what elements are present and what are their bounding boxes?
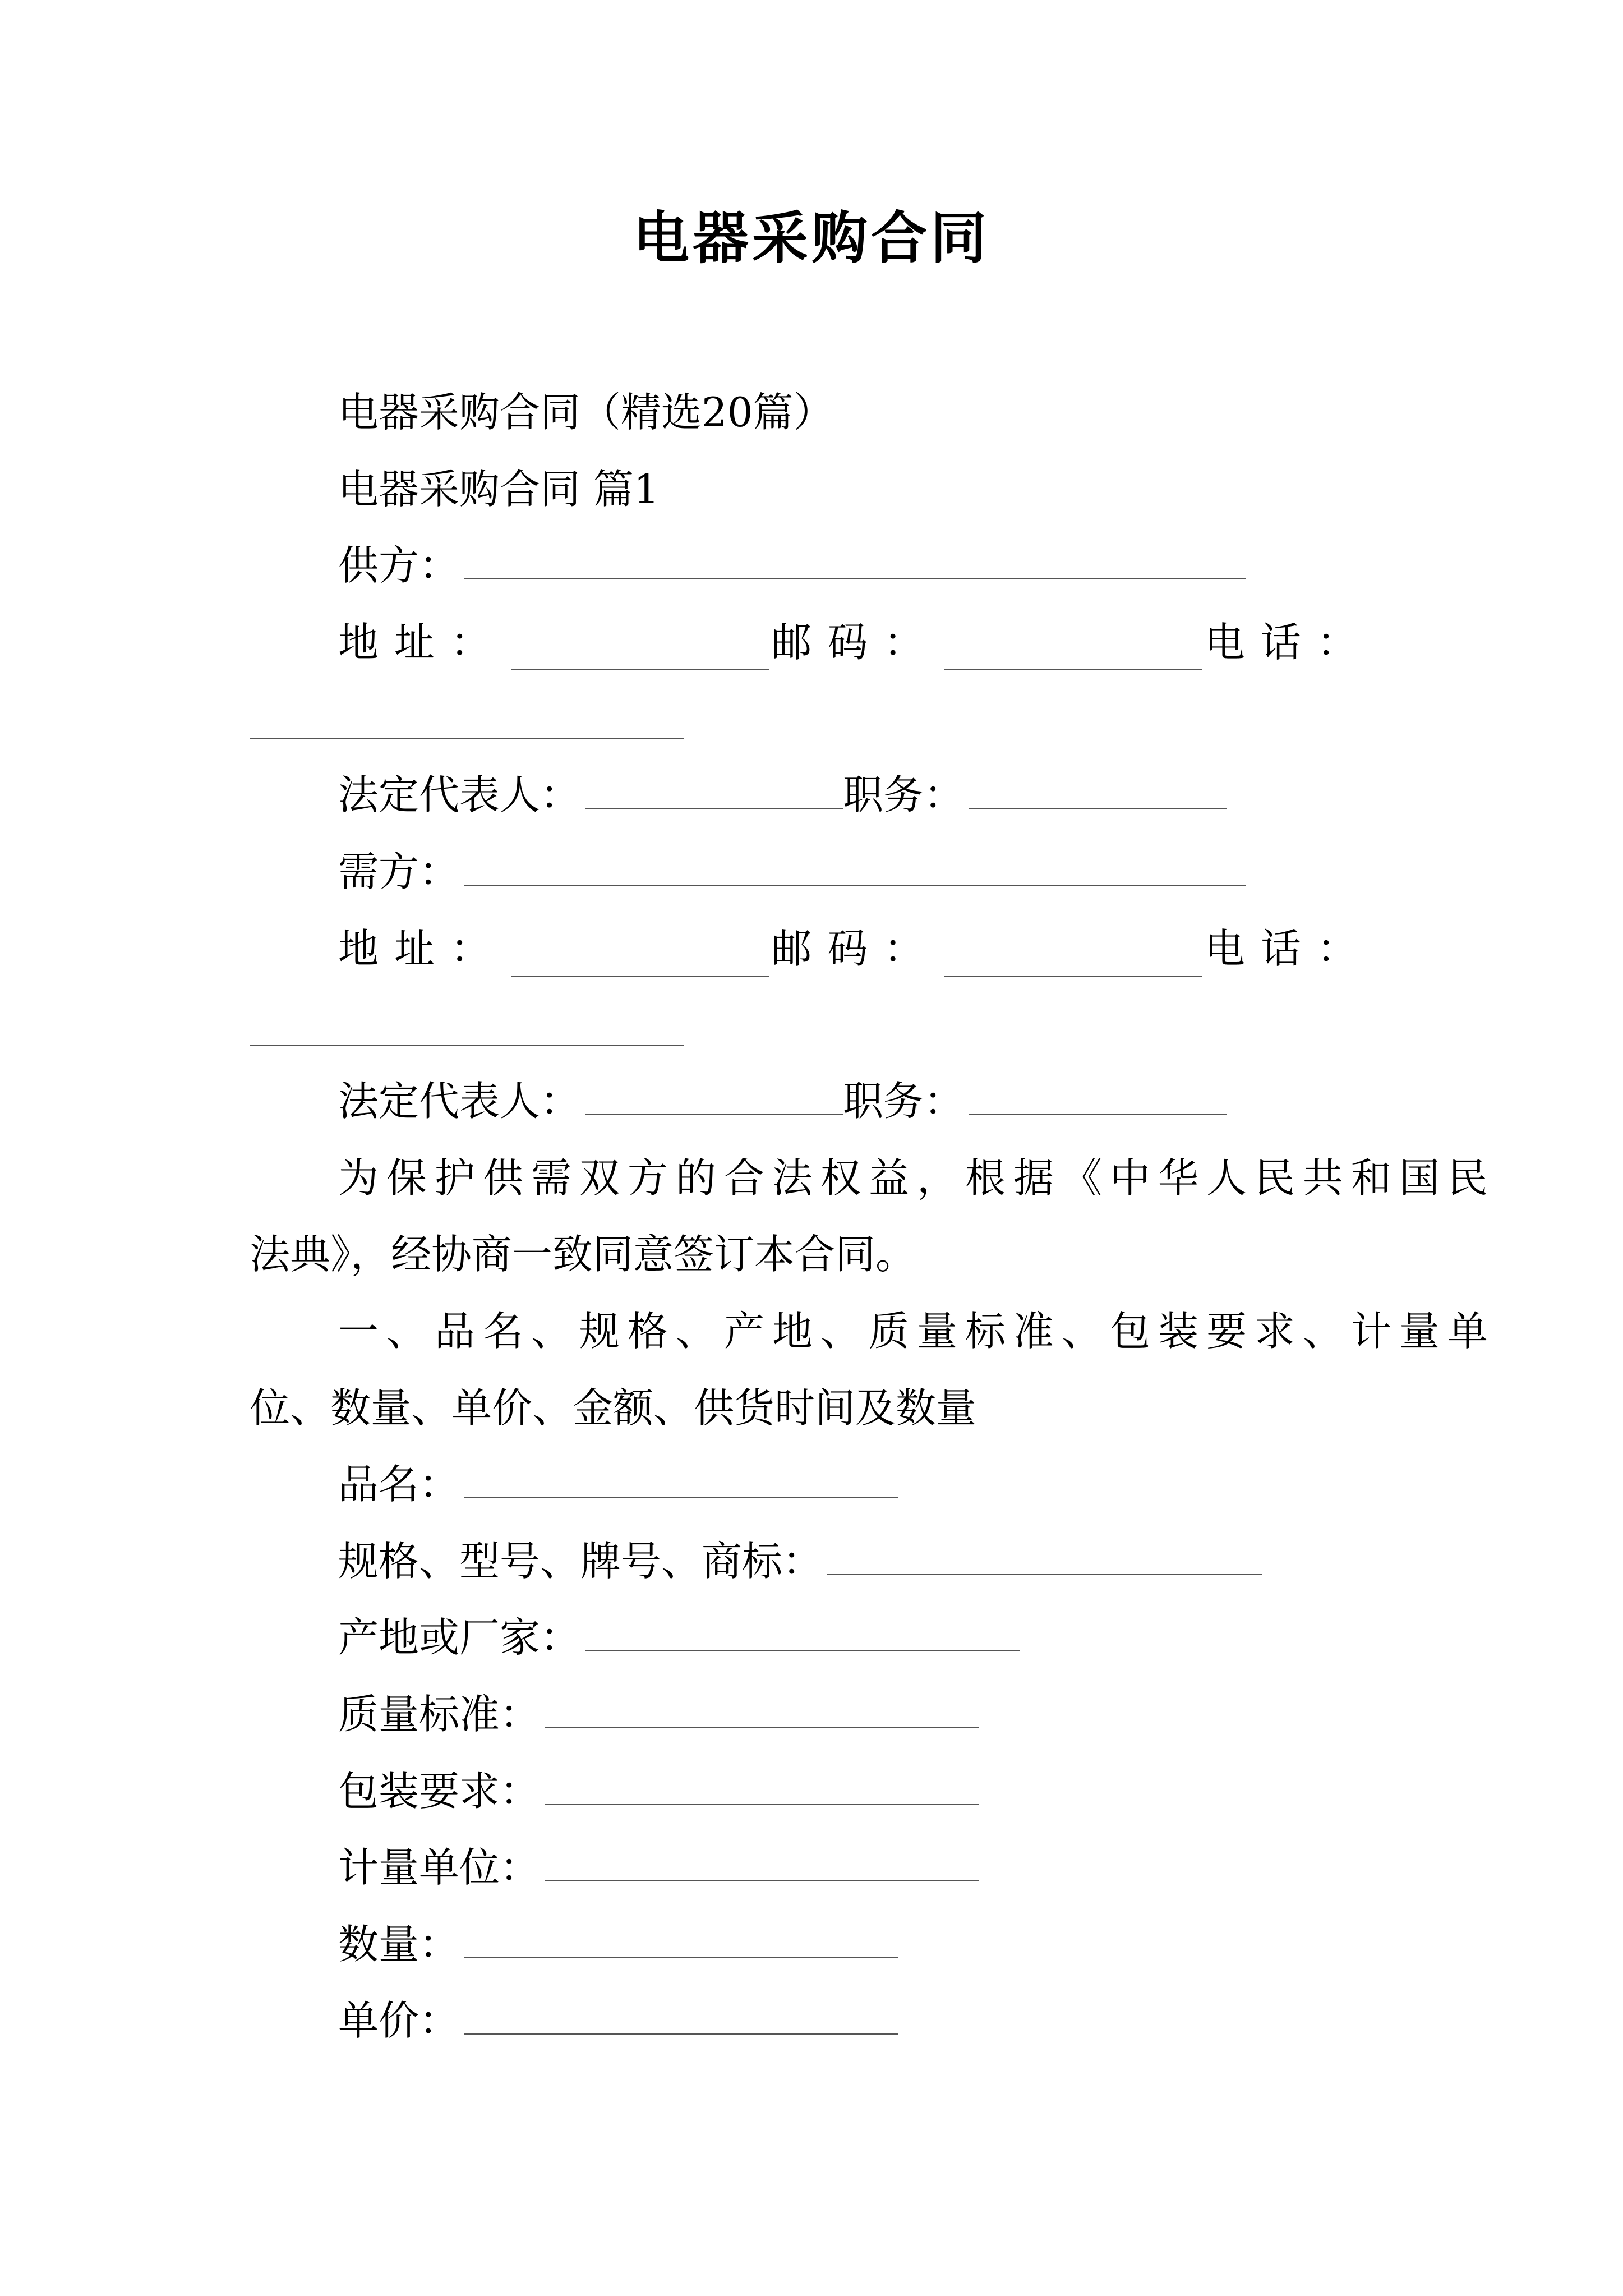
preamble-line-2: 法典》，经协商一致同意签订本合同。 [250,1231,916,1278]
buyer-address-blank[interactable] [511,935,769,977]
origin-label: 产地或厂家： [338,1614,581,1661]
supplier-phone-blank[interactable] [250,738,684,739]
quantity-row [338,1916,898,1972]
postcode-label: 邮码： [771,619,940,666]
buyer-address-field [338,921,769,977]
supplier-postcode-field [771,614,1202,670]
phone-label: 电话： [1204,619,1373,666]
unit-price-blank[interactable] [464,1993,898,2035]
supplier-label: 供方： [338,542,460,589]
postcode-label: 邮码： [771,925,940,972]
supplier-phone-field [1205,614,1373,670]
legal-rep-label: 法定代表人： [338,1078,581,1125]
packaging-label: 包装要求： [338,1768,541,1815]
product-name-blank[interactable] [464,1457,898,1498]
supplier-row [338,537,1246,593]
document-title: 电器采购合同 [633,205,990,271]
buyer-postcode-blank[interactable] [944,935,1202,977]
buyer-phone-field [1205,921,1373,977]
packaging-blank[interactable] [545,1764,979,1805]
buyer-blank[interactable] [464,844,1246,886]
quality-row [338,1686,979,1742]
quality-label: 质量标准： [338,1691,541,1738]
clause-1-line-1: 一、品名、规格、产地、质量标准、包装要求、计量单 [338,1308,1496,1355]
supplier-postcode-blank[interactable] [944,629,1202,670]
document-subtitle: 电器采购合同（精选20篇） [338,389,834,436]
spec-blank[interactable] [827,1534,1262,1575]
position-label: 职务： [843,1078,965,1125]
origin-blank[interactable] [585,1610,1020,1651]
supplier-position-blank[interactable] [969,767,1227,809]
address-label: 地址： [338,619,507,666]
unit-price-row [338,1993,898,2049]
quality-blank[interactable] [545,1687,979,1728]
supplier-contact-row [338,614,1373,670]
unit-price-label: 单价： [338,1997,460,2044]
buyer-phone-blank[interactable] [250,1045,684,1046]
buyer-row [338,844,1246,900]
quantity-label: 数量： [338,1921,460,1968]
buyer-legal-row [338,1073,1227,1129]
unit-row [338,1839,979,1895]
product-name-row [338,1456,898,1512]
supplier-address-blank[interactable] [511,629,769,670]
packaging-row [338,1763,979,1819]
supplier-legal-row [338,767,1227,823]
buyer-position-blank[interactable] [969,1074,1227,1115]
legal-rep-label: 法定代表人： [338,771,581,818]
position-label: 职务： [843,771,965,818]
unit-blank[interactable] [545,1840,979,1881]
spec-row [338,1533,1262,1589]
supplier-blank[interactable] [464,538,1246,579]
buyer-label: 需方： [338,848,460,895]
origin-row [338,1609,1020,1665]
section-heading: 电器采购合同 篇1 [338,466,660,513]
address-label: 地址： [338,925,507,972]
clause-1-line-2: 位、数量、单价、金额、供货时间及数量 [250,1384,977,1432]
phone-label: 电话： [1204,925,1373,972]
quantity-blank[interactable] [464,1917,898,1958]
spec-label: 规格、型号、牌号、商标： [338,1538,823,1585]
supplier-legal-rep-blank[interactable] [585,767,843,809]
supplier-address-field [338,614,769,670]
buyer-postcode-field [771,921,1202,977]
unit-label: 计量单位： [338,1844,541,1891]
product-name-label: 品名： [338,1461,460,1508]
buyer-contact-row [338,921,1373,977]
preamble-line-1: 为保护供需双方的合法权益，根据《中华人民共和国民 [338,1154,1496,1202]
buyer-legal-rep-blank[interactable] [585,1074,843,1115]
